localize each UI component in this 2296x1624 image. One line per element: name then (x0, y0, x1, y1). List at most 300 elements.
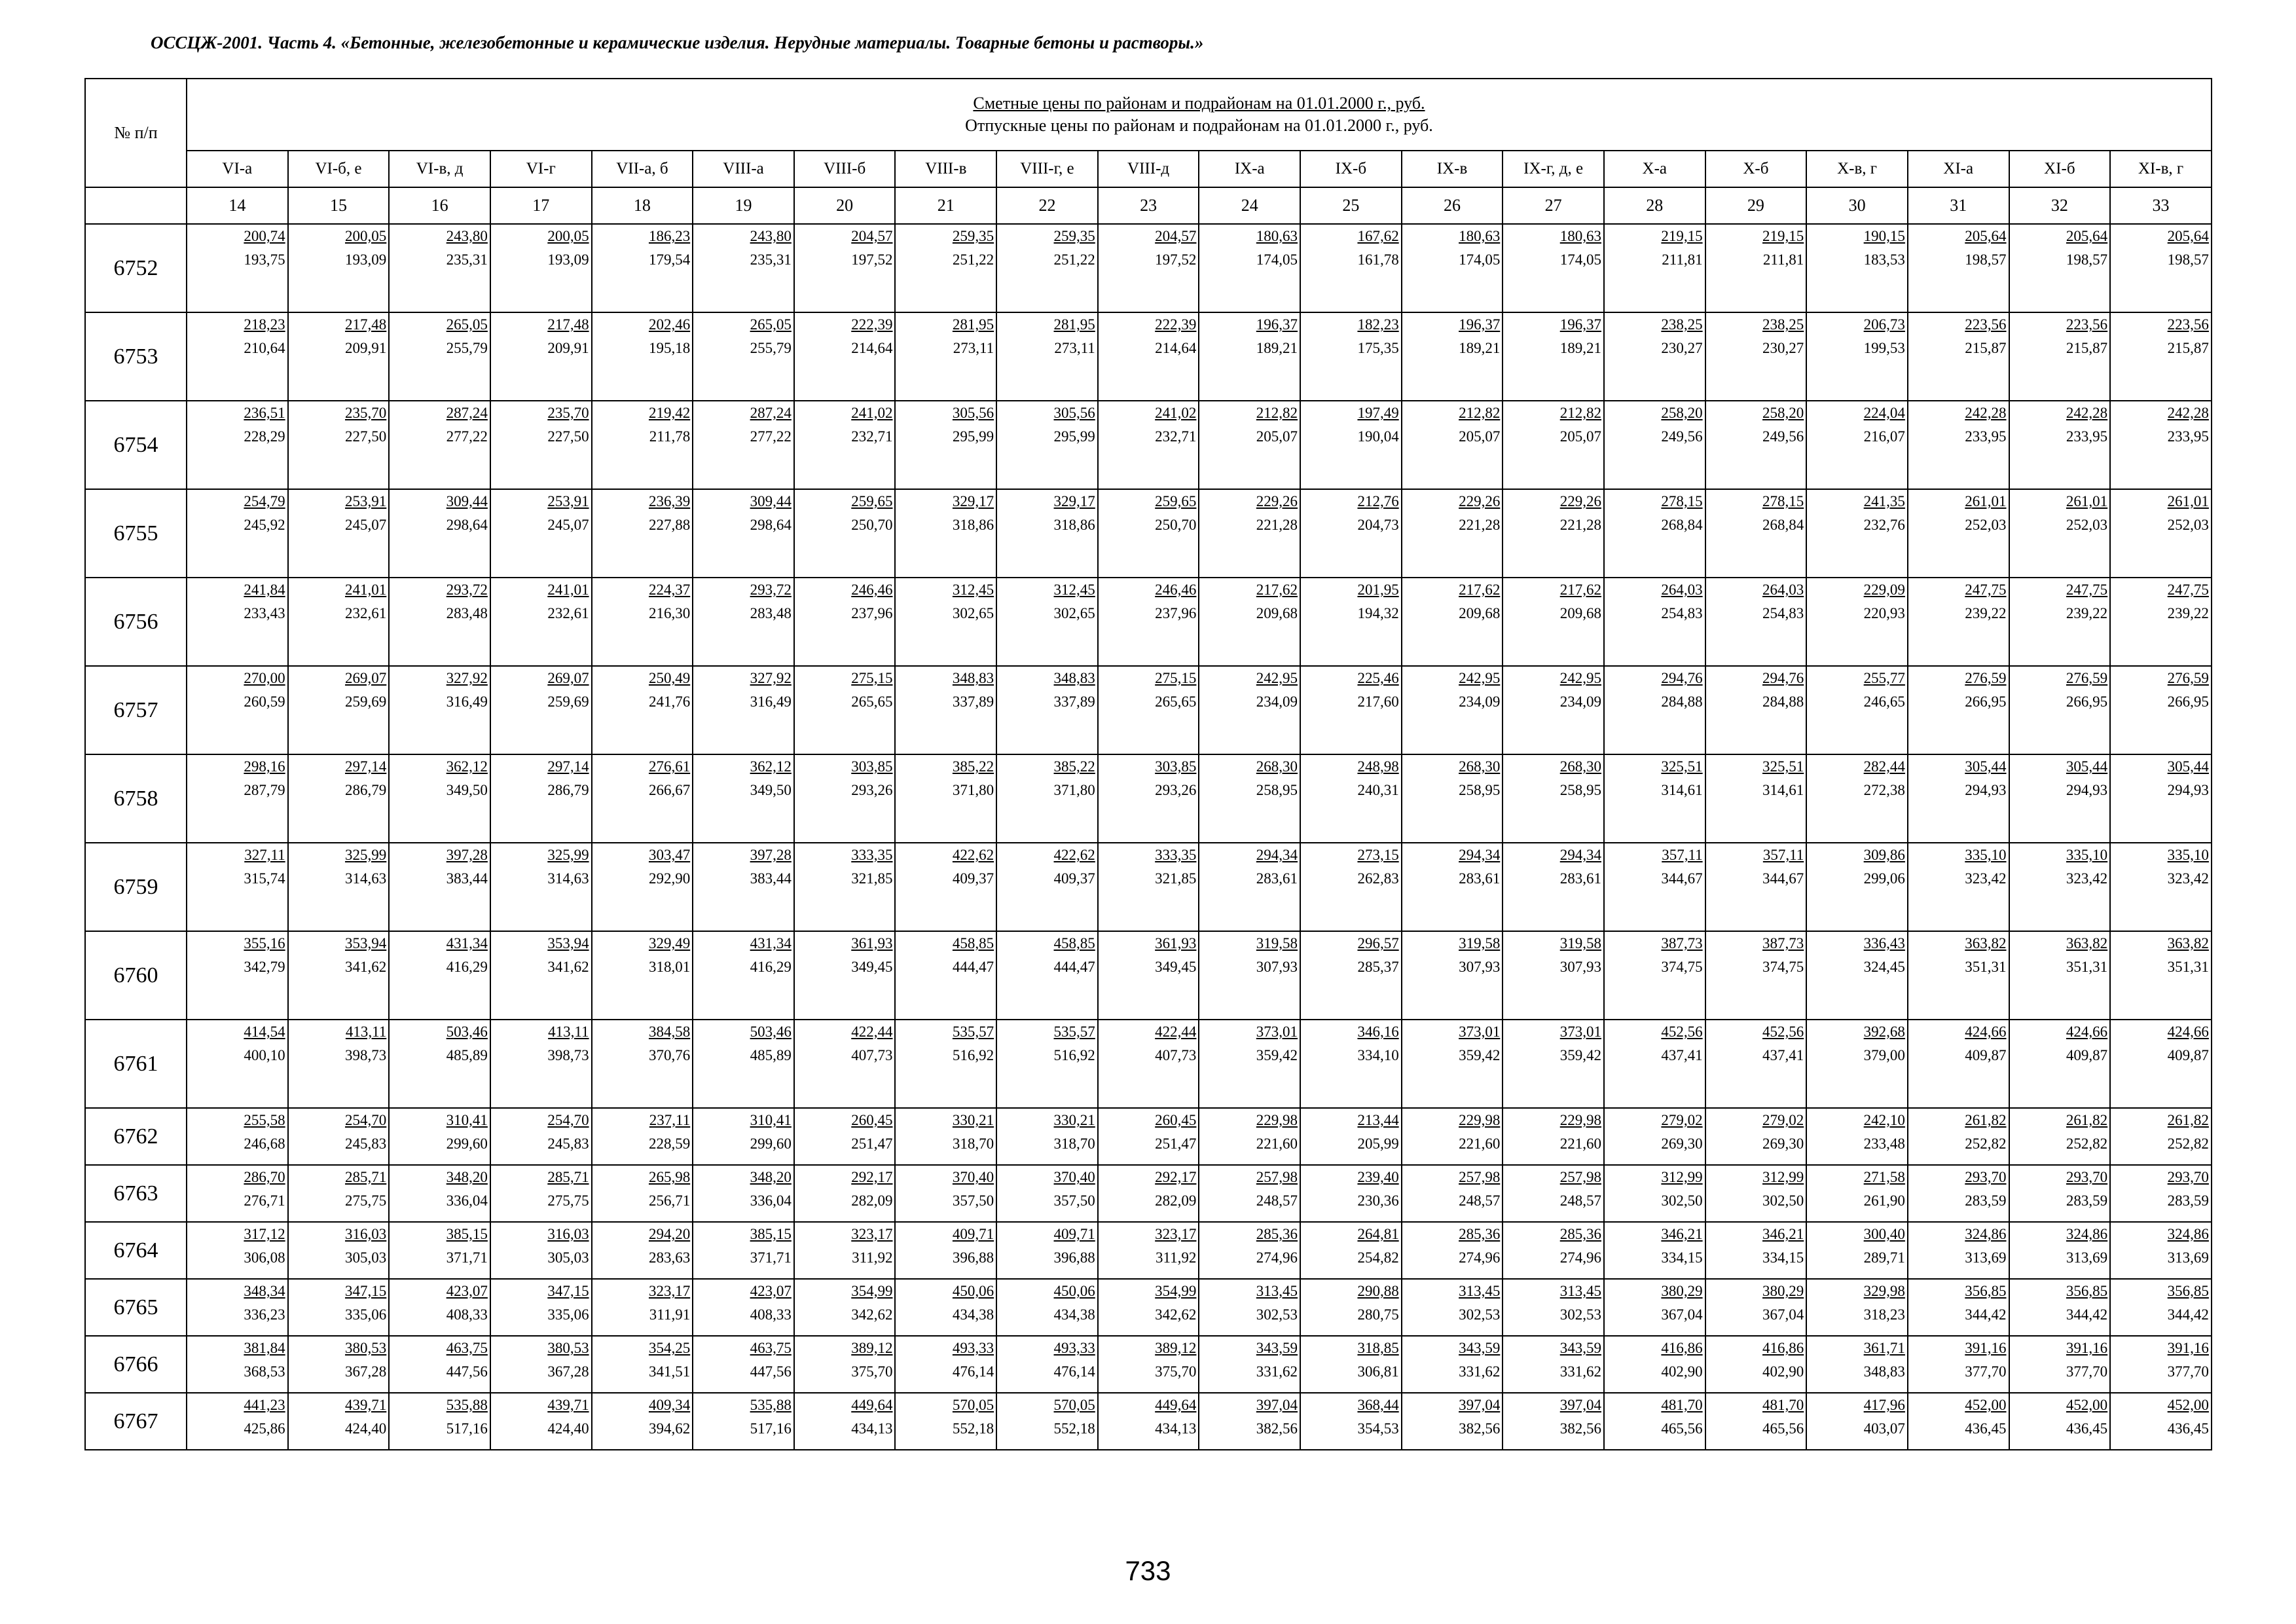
price-cell (996, 578, 1098, 666)
estimate-price: 368,44 (1357, 1397, 1399, 1413)
estimate-price: 305,44 (1965, 758, 2007, 775)
price-cell (490, 931, 592, 1020)
column-number: 32 (2009, 187, 2111, 224)
release-price: 436,45 (2066, 1420, 2108, 1437)
release-price: 284,88 (1762, 693, 1804, 710)
row-number: 6754 (85, 401, 187, 489)
price-cell (1908, 931, 2009, 1020)
estimate-price: 242,95 (1559, 670, 1601, 686)
release-price: 274,96 (1459, 1249, 1501, 1266)
release-price: 351,31 (2167, 959, 2209, 975)
price-cell (1705, 843, 1807, 931)
estimate-price: 424,66 (2066, 1024, 2108, 1040)
release-price: 251,47 (1155, 1135, 1197, 1152)
price-cell (187, 489, 288, 578)
price-cell (895, 1020, 996, 1108)
release-price: 298,64 (446, 517, 488, 533)
price-cell (1604, 1165, 1705, 1222)
price-cell (490, 666, 592, 754)
price-cell (490, 1222, 592, 1279)
release-price: 232,71 (851, 428, 893, 445)
estimate-price: 242,10 (1863, 1112, 1905, 1128)
release-price: 382,56 (1559, 1420, 1601, 1437)
release-price: 307,93 (1459, 959, 1501, 975)
price-cell (288, 931, 390, 1020)
estimate-price: 265,05 (750, 316, 792, 333)
release-price: 215,87 (1965, 340, 2007, 356)
price-cell (794, 401, 896, 489)
price-cell (490, 578, 592, 666)
price-cell (1300, 666, 1402, 754)
price-cell (288, 1108, 390, 1165)
price-cell (1402, 666, 1503, 754)
price-cell (693, 1020, 794, 1108)
price-cell (1199, 1279, 1300, 1336)
estimate-price: 265,98 (648, 1169, 691, 1185)
release-price: 205,07 (1459, 428, 1501, 445)
release-price: 227,50 (345, 428, 387, 445)
estimate-price: 329,17 (952, 493, 994, 509)
release-price: 302,65 (952, 605, 994, 621)
release-price: 416,29 (750, 959, 792, 975)
release-price: 359,42 (1256, 1047, 1298, 1063)
release-price: 321,85 (851, 870, 893, 887)
estimate-price: 270,00 (244, 670, 285, 686)
release-price: 485,89 (750, 1047, 792, 1063)
estimate-price: 241,02 (1155, 405, 1197, 421)
estimate-price: 186,23 (648, 228, 691, 244)
release-price: 209,68 (1256, 605, 1298, 621)
estimate-price: 353,94 (345, 935, 387, 951)
estimate-price: 305,56 (952, 405, 994, 421)
region-header: XI-а (1908, 151, 2009, 187)
release-price: 235,31 (446, 251, 488, 268)
release-price: 283,48 (446, 605, 488, 621)
release-price: 318,23 (1863, 1306, 1905, 1323)
release-price: 349,50 (446, 782, 488, 798)
release-price: 252,82 (1965, 1135, 2007, 1152)
price-cell (389, 1222, 490, 1279)
estimate-price: 293,72 (446, 581, 488, 598)
estimate-price: 323,17 (1155, 1226, 1197, 1242)
column-number: 26 (1402, 187, 1503, 224)
release-price: 255,79 (446, 340, 488, 356)
price-cell (1402, 489, 1503, 578)
price-cell (693, 666, 794, 754)
price-cell (288, 401, 390, 489)
table-title (187, 79, 2212, 151)
estimate-price: 452,00 (2066, 1397, 2108, 1413)
estimate-price: 422,44 (851, 1024, 893, 1040)
release-price: 232,76 (1863, 517, 1905, 533)
price-cell (2110, 1108, 2212, 1165)
estimate-price: 242,95 (1459, 670, 1501, 686)
price-cell (693, 1393, 794, 1450)
estimate-price: 190,15 (1863, 228, 1905, 244)
estimate-price: 255,58 (244, 1112, 285, 1128)
estimate-price: 180,63 (1559, 228, 1601, 244)
price-cell (1402, 931, 1503, 1020)
release-price: 294,93 (2167, 782, 2209, 798)
release-price: 313,69 (2066, 1249, 2108, 1266)
table-row (85, 1279, 2212, 1336)
release-price: 342,62 (851, 1306, 893, 1323)
release-price: 266,95 (1965, 693, 2007, 710)
release-price: 371,71 (446, 1249, 488, 1266)
release-price: 382,56 (1459, 1420, 1501, 1437)
release-price: 251,22 (952, 251, 994, 268)
column-number: 27 (1503, 187, 1604, 224)
estimate-price: 312,45 (1053, 581, 1095, 598)
estimate-price: 481,70 (1661, 1397, 1703, 1413)
estimate-price: 242,28 (1965, 405, 2007, 421)
release-price: 351,31 (2066, 959, 2108, 975)
row-number: 6753 (85, 312, 187, 401)
price-cell (794, 1279, 896, 1336)
table-row (85, 666, 2212, 754)
price-cell (2110, 312, 2212, 401)
estimate-price: 324,86 (2167, 1226, 2209, 1242)
region-header: VIII-г, е (996, 151, 1098, 187)
estimate-price: 275,15 (851, 670, 893, 686)
release-price: 299,60 (446, 1135, 488, 1152)
estimate-price: 223,56 (2066, 316, 2108, 333)
estimate-price: 254,79 (244, 493, 285, 509)
page-number: 733 (1125, 1555, 1171, 1586)
estimate-price: 269,07 (547, 670, 589, 686)
price-cell (1199, 1108, 1300, 1165)
region-header: VI-а (187, 151, 288, 187)
estimate-price: 237,11 (649, 1112, 691, 1128)
price-cell (2009, 931, 2111, 1020)
release-price: 424,40 (345, 1420, 387, 1437)
price-cell (693, 754, 794, 843)
estimate-price: 180,63 (1256, 228, 1298, 244)
estimate-price: 310,41 (446, 1112, 488, 1128)
price-cell (2110, 1393, 2212, 1450)
price-cell (1503, 1279, 1604, 1336)
price-cell (1098, 931, 1199, 1020)
release-price: 183,53 (1863, 251, 1905, 268)
estimate-price: 323,17 (648, 1283, 691, 1299)
price-cell (1199, 489, 1300, 578)
price-cell (1705, 489, 1807, 578)
price-cell (490, 843, 592, 931)
release-price: 302,50 (1762, 1192, 1804, 1209)
release-price: 275,75 (345, 1192, 387, 1209)
estimate-price: 356,85 (2066, 1283, 2108, 1299)
release-price: 214,64 (1155, 340, 1197, 356)
price-cell (1705, 401, 1807, 489)
release-price: 272,38 (1863, 782, 1905, 798)
estimate-price: 259,35 (1053, 228, 1095, 244)
price-cell (1199, 312, 1300, 401)
release-price: 294,93 (1965, 782, 2007, 798)
price-cell (1402, 1108, 1503, 1165)
price-cell (2110, 1165, 2212, 1222)
price-cell (2110, 666, 2212, 754)
estimate-price: 247,75 (1965, 581, 2007, 598)
estimate-price: 463,75 (750, 1340, 792, 1356)
price-cell (288, 1279, 390, 1336)
price-cell (794, 666, 896, 754)
price-cell (794, 1336, 896, 1393)
release-price: 307,93 (1559, 959, 1601, 975)
estimate-price: 493,33 (1053, 1340, 1095, 1356)
estimate-price: 246,46 (1155, 581, 1197, 598)
release-price: 318,01 (648, 959, 691, 975)
price-cell (1300, 931, 1402, 1020)
estimate-price: 449,64 (1155, 1397, 1197, 1413)
header-row-title (85, 79, 2212, 151)
release-price: 437,41 (1661, 1047, 1703, 1063)
price-cell (1705, 1108, 1807, 1165)
estimate-price: 213,44 (1357, 1112, 1399, 1128)
release-price: 283,59 (2167, 1192, 2209, 1209)
price-cell (1300, 1336, 1402, 1393)
price-cell (1806, 1279, 1908, 1336)
price-cell (2009, 754, 2111, 843)
estimate-price: 363,82 (2167, 935, 2209, 951)
release-price: 283,61 (1459, 870, 1501, 887)
price-cell (1402, 1020, 1503, 1108)
price-cell (1402, 1279, 1503, 1336)
release-price: 268,84 (1661, 517, 1703, 533)
price-cell (693, 312, 794, 401)
release-price: 344,67 (1762, 870, 1804, 887)
estimate-price: 241,84 (244, 581, 285, 598)
release-price: 234,09 (1459, 693, 1501, 710)
price-cell (1908, 312, 2009, 401)
estimate-price: 294,34 (1559, 847, 1601, 863)
estimate-price: 535,57 (952, 1024, 994, 1040)
price-cell (693, 489, 794, 578)
price-cell (389, 312, 490, 401)
price-cell (592, 1393, 693, 1450)
price-cell (2009, 312, 2111, 401)
estimate-price: 259,35 (952, 228, 994, 244)
estimate-price: 229,98 (1459, 1112, 1501, 1128)
price-cell (389, 1336, 490, 1393)
price-cell (2110, 489, 2212, 578)
release-price: 220,93 (1863, 605, 1905, 621)
estimate-price: 316,03 (547, 1226, 589, 1242)
price-cell (2009, 1222, 2111, 1279)
price-cell (1604, 843, 1705, 931)
estimate-price: 238,25 (1661, 316, 1703, 333)
price-cell (895, 489, 996, 578)
estimate-price: 327,92 (750, 670, 792, 686)
estimate-price: 224,37 (648, 581, 691, 598)
row-number: 6756 (85, 578, 187, 666)
price-cell (1300, 1165, 1402, 1222)
price-cell (996, 401, 1098, 489)
region-header: IX-г, д, е (1503, 151, 1604, 187)
estimate-price: 391,16 (2167, 1340, 2209, 1356)
release-price: 214,64 (851, 340, 893, 356)
column-number: 23 (1098, 187, 1199, 224)
estimate-price: 391,16 (1965, 1340, 2007, 1356)
release-price: 311,92 (1156, 1249, 1197, 1266)
release-price: 189,21 (1559, 340, 1601, 356)
release-price: 221,28 (1256, 517, 1298, 533)
release-price: 193,75 (244, 251, 285, 268)
column-number: 24 (1199, 187, 1300, 224)
row-number: 6759 (85, 843, 187, 931)
estimate-price: 294,76 (1762, 670, 1804, 686)
release-price: 298,64 (750, 517, 792, 533)
price-cell (1604, 224, 1705, 312)
release-price: 221,60 (1459, 1135, 1501, 1152)
price-cell (490, 401, 592, 489)
price-cell (1503, 224, 1604, 312)
release-price: 342,62 (1155, 1306, 1197, 1323)
release-price: 251,47 (851, 1135, 893, 1152)
release-price: 302,53 (1559, 1306, 1601, 1323)
estimate-price: 535,88 (446, 1397, 488, 1413)
release-price: 230,27 (1762, 340, 1804, 356)
price-cell (1503, 1020, 1604, 1108)
release-price: 314,61 (1661, 782, 1703, 798)
release-price: 331,62 (1459, 1363, 1501, 1380)
estimate-price: 452,00 (1965, 1397, 2007, 1413)
release-price: 402,90 (1762, 1363, 1804, 1380)
price-cell (592, 754, 693, 843)
release-price: 377,70 (1965, 1363, 2007, 1380)
release-price: 246,68 (244, 1135, 285, 1152)
release-price: 307,93 (1256, 959, 1298, 975)
price-cell (895, 843, 996, 931)
release-price: 375,70 (851, 1363, 893, 1380)
estimate-price: 297,14 (547, 758, 589, 775)
price-cell (1604, 312, 1705, 401)
release-price: 258,95 (1256, 782, 1298, 798)
price-cell (1908, 1393, 2009, 1450)
estimate-price: 264,81 (1357, 1226, 1399, 1242)
estimate-price: 424,66 (2167, 1024, 2209, 1040)
estimate-price: 305,44 (2066, 758, 2108, 775)
price-cell (693, 1165, 794, 1222)
price-cell (895, 401, 996, 489)
estimate-price: 319,58 (1559, 935, 1601, 951)
release-price: 306,08 (244, 1249, 285, 1266)
price-cell (1705, 1020, 1807, 1108)
estimate-price: 312,99 (1762, 1169, 1804, 1185)
estimate-price: 223,56 (2167, 316, 2209, 333)
price-cell (1604, 754, 1705, 843)
price-cell (1908, 1020, 2009, 1108)
estimate-price: 422,62 (1053, 847, 1095, 863)
release-price: 318,70 (1053, 1135, 1095, 1152)
column-number: 22 (996, 187, 1098, 224)
estimate-price: 300,40 (1863, 1226, 1905, 1242)
table-row (85, 1393, 2212, 1450)
estimate-price: 387,73 (1762, 935, 1804, 951)
estimate-price: 329,17 (1053, 493, 1095, 509)
estimate-price: 452,56 (1661, 1024, 1703, 1040)
release-price: 367,28 (547, 1363, 589, 1380)
estimate-price: 278,15 (1762, 493, 1804, 509)
price-cell (1199, 843, 1300, 931)
price-cell (895, 1279, 996, 1336)
estimate-price: 310,41 (750, 1112, 792, 1128)
estimate-price: 309,44 (750, 493, 792, 509)
release-price: 434,13 (851, 1420, 893, 1437)
release-price: 250,70 (1155, 517, 1197, 533)
release-price: 334,15 (1661, 1249, 1703, 1266)
estimate-price: 389,12 (851, 1340, 893, 1356)
price-cell (389, 931, 490, 1020)
estimate-price: 241,02 (851, 405, 893, 421)
release-price: 227,88 (648, 517, 691, 533)
estimate-price: 196,37 (1459, 316, 1501, 333)
estimate-price: 219,15 (1661, 228, 1703, 244)
price-cell (1402, 1165, 1503, 1222)
estimate-price: 324,86 (1965, 1226, 2007, 1242)
price-cell (1402, 401, 1503, 489)
price-cell (187, 401, 288, 489)
price-cell (1705, 666, 1807, 754)
price-cell (2009, 1336, 2111, 1393)
price-cell (1199, 666, 1300, 754)
estimate-price: 243,80 (750, 228, 792, 244)
estimate-price: 294,76 (1661, 670, 1703, 686)
price-cell (389, 1108, 490, 1165)
price-cell (1098, 1165, 1199, 1222)
release-price: 370,76 (648, 1047, 691, 1063)
price-cell (1908, 1336, 2009, 1393)
estimate-price: 217,62 (1256, 581, 1298, 598)
price-cell (1098, 1020, 1199, 1108)
release-price: 334,15 (1762, 1249, 1804, 1266)
estimate-price: 335,10 (2066, 847, 2108, 863)
estimate-price: 258,20 (1661, 405, 1703, 421)
estimate-price: 200,74 (244, 228, 285, 244)
release-price: 233,95 (1965, 428, 2007, 445)
release-price: 359,42 (1559, 1047, 1601, 1063)
release-price: 275,75 (547, 1192, 589, 1209)
release-price: 209,68 (1459, 605, 1501, 621)
price-cell (1199, 401, 1300, 489)
estimate-price: 268,30 (1256, 758, 1298, 775)
release-price: 283,59 (1965, 1192, 2007, 1209)
price-cell (996, 1020, 1098, 1108)
price-cell (794, 1222, 896, 1279)
price-cell (2110, 401, 2212, 489)
release-price: 260,59 (244, 693, 285, 710)
estimate-price: 357,11 (1662, 847, 1703, 863)
price-cell (1604, 489, 1705, 578)
release-price: 209,91 (547, 340, 589, 356)
price-cell (794, 754, 896, 843)
price-cell (1402, 312, 1503, 401)
estimate-price: 347,15 (547, 1283, 589, 1299)
price-cell (895, 1108, 996, 1165)
price-cell (2009, 401, 2111, 489)
price-cell (895, 1222, 996, 1279)
estimate-price: 257,98 (1256, 1169, 1298, 1185)
price-cell (1705, 1336, 1807, 1393)
price-cell (1402, 843, 1503, 931)
release-price: 357,50 (1053, 1192, 1095, 1209)
price-cell (1503, 489, 1604, 578)
release-price: 302,53 (1459, 1306, 1501, 1323)
release-price: 295,99 (1053, 428, 1095, 445)
price-cell (693, 401, 794, 489)
price-cell (1098, 1108, 1199, 1165)
price-cell (1503, 754, 1604, 843)
estimate-price: 413,11 (548, 1024, 589, 1040)
